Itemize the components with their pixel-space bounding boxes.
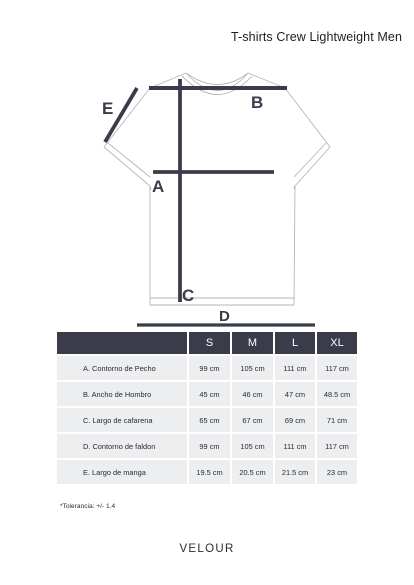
measurement-labels xyxy=(102,93,263,325)
cell-m: 105 cm xyxy=(230,432,273,458)
cell-m: 46 cm xyxy=(230,380,273,406)
measure-name: A. Contorno de Pecho xyxy=(57,354,187,380)
measure-name: C. Largo de cafarena xyxy=(57,406,187,432)
cell-xl: 48.5 cm xyxy=(315,380,357,406)
cell-s: 45 cm xyxy=(187,380,230,406)
cell-l: 21.5 cm xyxy=(273,458,315,484)
cell-xl: 117 cm xyxy=(315,354,357,380)
cell-s: 99 cm xyxy=(187,354,230,380)
table-row xyxy=(57,458,357,484)
cell-s: 65 cm xyxy=(187,406,230,432)
label-a: A xyxy=(152,177,165,196)
cell-xl: 23 cm xyxy=(315,458,357,484)
cell-m: 20.5 cm xyxy=(230,458,273,484)
measure-name: B. Ancho de Hombro xyxy=(57,380,187,406)
measure-name: E. Largo de manga xyxy=(57,458,187,484)
cell-xl: 117 cm xyxy=(315,432,357,458)
table-row xyxy=(57,380,357,406)
measure-name: D. Contorno de faldon xyxy=(57,432,187,458)
cell-s: 19.5 cm xyxy=(187,458,230,484)
cell-m: 105 cm xyxy=(230,354,273,380)
cell-xl: 71 cm xyxy=(315,406,357,432)
tshirt-outline xyxy=(104,73,330,305)
measurement-lines xyxy=(105,79,315,325)
cell-l: 69 cm xyxy=(273,406,315,432)
table-row xyxy=(57,406,357,432)
header-size-xl: XL xyxy=(315,332,357,354)
cell-m: 67 cm xyxy=(230,406,273,432)
header-measure xyxy=(57,332,187,354)
page-title: T-shirts Crew Lightweight Men xyxy=(230,30,402,44)
tolerance-note: *Tolerancia: +/- 1.4 xyxy=(60,503,116,510)
label-b: B xyxy=(251,93,264,112)
label-c: C xyxy=(182,286,195,305)
cell-l: 111 cm xyxy=(273,432,315,458)
cell-l: 47 cm xyxy=(273,380,315,406)
table-header-row xyxy=(57,332,357,354)
header-size-m: M xyxy=(230,332,273,354)
table-row xyxy=(57,432,357,458)
size-table xyxy=(57,332,357,484)
header-size-l: L xyxy=(273,332,315,354)
cell-s: 99 cm xyxy=(187,432,230,458)
header-size-s: S xyxy=(187,332,230,354)
table-row xyxy=(57,354,357,380)
cell-l: 111 cm xyxy=(273,354,315,380)
brand-logo: VELOUR xyxy=(179,543,235,555)
label-d: D xyxy=(219,308,230,325)
label-e: E xyxy=(102,99,114,118)
